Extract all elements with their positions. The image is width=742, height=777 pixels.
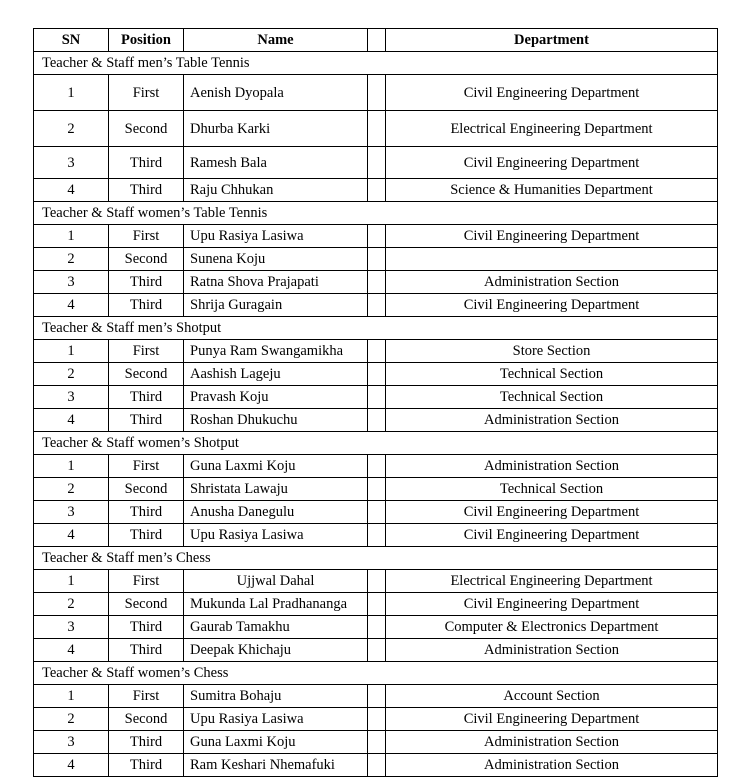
section-row: [34, 547, 718, 570]
section-row: [34, 317, 718, 340]
cell-department: Electrical Engineering Department: [386, 111, 718, 147]
cell-position: First: [109, 225, 184, 248]
cell-department: Civil Engineering Department: [386, 593, 718, 616]
cell-position: Third: [109, 294, 184, 317]
table-row: [34, 685, 718, 708]
cell-position: First: [109, 340, 184, 363]
cell-position: Second: [109, 248, 184, 271]
cell-department: Administration Section: [386, 271, 718, 294]
cell-department: Administration Section: [386, 754, 718, 777]
cell-position: Third: [109, 524, 184, 547]
cell-position: First: [109, 570, 184, 593]
cell-sn: 2: [34, 111, 109, 147]
cell-department: Civil Engineering Department: [386, 501, 718, 524]
cell-blank: [368, 616, 386, 639]
table-row: [34, 524, 718, 547]
cell-department: Account Section: [386, 685, 718, 708]
cell-sn: 4: [34, 639, 109, 662]
table-row: [34, 455, 718, 478]
table-row: [34, 271, 718, 294]
cell-department: Technical Section: [386, 478, 718, 501]
cell-position: Third: [109, 409, 184, 432]
cell-department: Science & Humanities Department: [386, 179, 718, 202]
cell-sn: 3: [34, 386, 109, 409]
section-title: Teacher & Staff women’s Chess: [34, 662, 718, 685]
cell-sn: 3: [34, 501, 109, 524]
cell-name: Anusha Danegulu: [184, 501, 368, 524]
section-row: [34, 432, 718, 455]
cell-blank: [368, 685, 386, 708]
cell-blank: [368, 363, 386, 386]
cell-department: Civil Engineering Department: [386, 524, 718, 547]
cell-blank: [368, 501, 386, 524]
cell-department: Civil Engineering Department: [386, 147, 718, 179]
cell-sn: 1: [34, 225, 109, 248]
table-row: [34, 225, 718, 248]
cell-blank: [368, 386, 386, 409]
cell-position: Third: [109, 639, 184, 662]
cell-blank: [368, 409, 386, 432]
table-row: [34, 570, 718, 593]
table-row: [34, 478, 718, 501]
section-row: [34, 202, 718, 225]
table-row: [34, 639, 718, 662]
cell-sn: 4: [34, 294, 109, 317]
cell-sn: 4: [34, 409, 109, 432]
cell-name: Guna Laxmi Koju: [184, 731, 368, 754]
cell-name: Ram Keshari Nhemafuki: [184, 754, 368, 777]
header-position: Position: [109, 29, 184, 52]
cell-department: Technical Section: [386, 363, 718, 386]
cell-sn: 2: [34, 248, 109, 271]
cell-name: Deepak Khichaju: [184, 639, 368, 662]
table-row: [34, 409, 718, 432]
header-sn: SN: [34, 29, 109, 52]
cell-blank: [368, 75, 386, 111]
cell-blank: [368, 708, 386, 731]
table-row: [34, 179, 718, 202]
cell-sn: 2: [34, 593, 109, 616]
table-row: [34, 111, 718, 147]
header-blank: [368, 29, 386, 52]
cell-name: Aenish Dyopala: [184, 75, 368, 111]
cell-blank: [368, 754, 386, 777]
cell-department: Civil Engineering Department: [386, 708, 718, 731]
cell-blank: [368, 248, 386, 271]
cell-position: Third: [109, 179, 184, 202]
cell-position: Second: [109, 363, 184, 386]
cell-blank: [368, 179, 386, 202]
cell-position: Second: [109, 478, 184, 501]
header-department: Department: [386, 29, 718, 52]
header-row: [34, 29, 718, 52]
table-row: [34, 248, 718, 271]
table-row: [34, 75, 718, 111]
cell-sn: 2: [34, 363, 109, 386]
cell-sn: 1: [34, 340, 109, 363]
cell-name: Upu Rasiya Lasiwa: [184, 225, 368, 248]
table-row: [34, 731, 718, 754]
cell-blank: [368, 225, 386, 248]
cell-name: Pravash Koju: [184, 386, 368, 409]
cell-position: Third: [109, 501, 184, 524]
cell-department: Administration Section: [386, 409, 718, 432]
cell-department: Civil Engineering Department: [386, 75, 718, 111]
cell-position: First: [109, 455, 184, 478]
cell-position: Third: [109, 271, 184, 294]
table-row: [34, 501, 718, 524]
section-title: Teacher & Staff women’s Table Tennis: [34, 202, 718, 225]
cell-department: Administration Section: [386, 639, 718, 662]
cell-name: Upu Rasiya Lasiwa: [184, 524, 368, 547]
cell-position: First: [109, 75, 184, 111]
table-row: [34, 147, 718, 179]
cell-position: Third: [109, 616, 184, 639]
cell-department: Technical Section: [386, 386, 718, 409]
table-row: [34, 708, 718, 731]
cell-name: Mukunda Lal Pradhananga: [184, 593, 368, 616]
cell-blank: [368, 639, 386, 662]
cell-name: Roshan Dhukuchu: [184, 409, 368, 432]
cell-position: Second: [109, 111, 184, 147]
cell-department: Electrical Engineering Department: [386, 570, 718, 593]
table-row: [34, 363, 718, 386]
cell-name: Ujjwal Dahal: [184, 570, 368, 593]
cell-position: Second: [109, 708, 184, 731]
results-table: [33, 28, 718, 777]
cell-sn: 3: [34, 616, 109, 639]
cell-sn: 3: [34, 271, 109, 294]
cell-position: Second: [109, 593, 184, 616]
cell-sn: 1: [34, 685, 109, 708]
cell-sn: 2: [34, 708, 109, 731]
cell-blank: [368, 478, 386, 501]
cell-department: Computer & Electronics Department: [386, 616, 718, 639]
cell-name: Ratna Shova Prajapati: [184, 271, 368, 294]
cell-name: Punya Ram Swangamikha: [184, 340, 368, 363]
cell-name: Shrija Guragain: [184, 294, 368, 317]
cell-name: Dhurba Karki: [184, 111, 368, 147]
cell-blank: [368, 731, 386, 754]
cell-sn: 3: [34, 731, 109, 754]
cell-sn: 2: [34, 478, 109, 501]
header-name: Name: [184, 29, 368, 52]
cell-department: Civil Engineering Department: [386, 294, 718, 317]
cell-sn: 1: [34, 570, 109, 593]
cell-sn: 4: [34, 179, 109, 202]
section-row: [34, 52, 718, 75]
cell-blank: [368, 271, 386, 294]
cell-blank: [368, 340, 386, 363]
table-row: [34, 754, 718, 777]
cell-position: Third: [109, 147, 184, 179]
table-row: [34, 340, 718, 363]
cell-name: Sunena Koju: [184, 248, 368, 271]
cell-blank: [368, 524, 386, 547]
section-title: Teacher & Staff men’s Chess: [34, 547, 718, 570]
cell-department: Administration Section: [386, 731, 718, 754]
cell-department: Store Section: [386, 340, 718, 363]
cell-blank: [368, 294, 386, 317]
cell-name: Ramesh Bala: [184, 147, 368, 179]
section-row: [34, 662, 718, 685]
section-title: Teacher & Staff men’s Shotput: [34, 317, 718, 340]
section-title: Teacher & Staff men’s Table Tennis: [34, 52, 718, 75]
cell-department: Administration Section: [386, 455, 718, 478]
cell-blank: [368, 147, 386, 179]
cell-position: Third: [109, 731, 184, 754]
cell-sn: 1: [34, 455, 109, 478]
cell-name: Guna Laxmi Koju: [184, 455, 368, 478]
cell-sn: 1: [34, 75, 109, 111]
cell-name: Aashish Lageju: [184, 363, 368, 386]
cell-position: Third: [109, 754, 184, 777]
table-row: [34, 294, 718, 317]
cell-name: Shristata Lawaju: [184, 478, 368, 501]
cell-name: Gaurab Tamakhu: [184, 616, 368, 639]
cell-blank: [368, 111, 386, 147]
table-row: [34, 386, 718, 409]
table-row: [34, 616, 718, 639]
cell-sn: 4: [34, 754, 109, 777]
cell-department: Civil Engineering Department: [386, 225, 718, 248]
cell-name: Upu Rasiya Lasiwa: [184, 708, 368, 731]
section-title: Teacher & Staff women’s Shotput: [34, 432, 718, 455]
cell-department: [386, 248, 718, 271]
table-row: [34, 593, 718, 616]
cell-name: Raju Chhukan: [184, 179, 368, 202]
cell-blank: [368, 593, 386, 616]
cell-position: First: [109, 685, 184, 708]
cell-position: Third: [109, 386, 184, 409]
cell-blank: [368, 570, 386, 593]
cell-sn: 3: [34, 147, 109, 179]
cell-blank: [368, 455, 386, 478]
cell-sn: 4: [34, 524, 109, 547]
cell-name: Sumitra Bohaju: [184, 685, 368, 708]
